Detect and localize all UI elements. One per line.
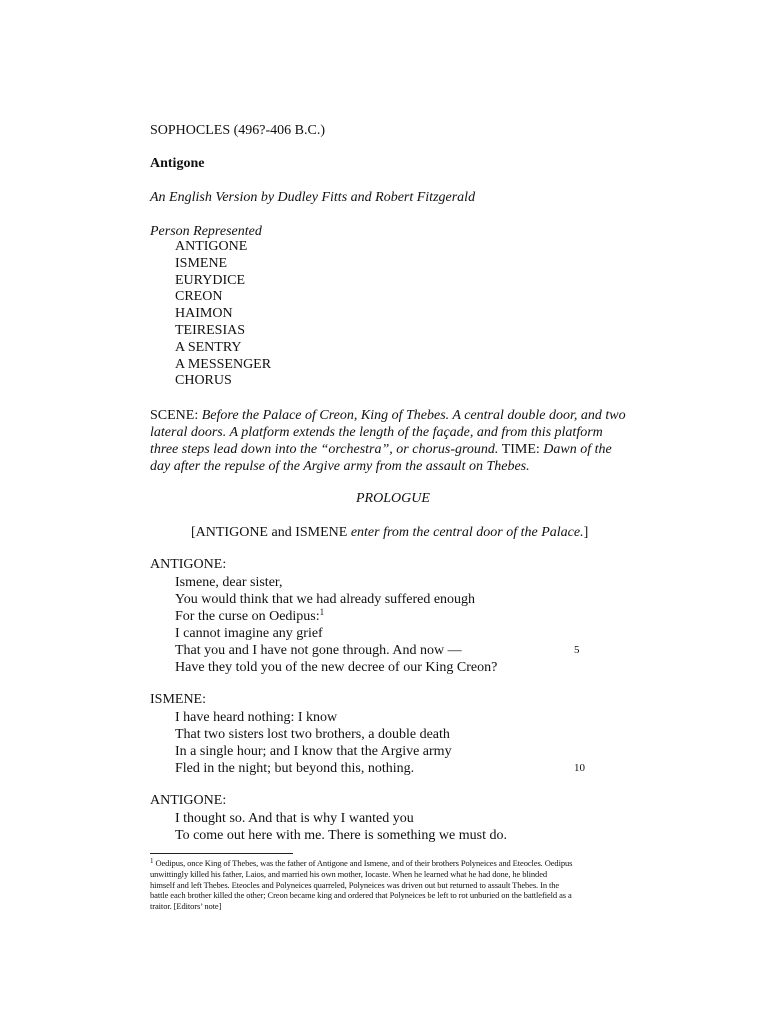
cast-member: A SENTRY <box>175 339 242 355</box>
verse-line: I cannot imagine any grief <box>175 626 323 641</box>
cast-heading: Person Represented <box>150 224 262 239</box>
line-number: 5 <box>574 644 580 656</box>
play-title: Antigone <box>150 156 205 171</box>
verse-line: To come out here with me. There is something we must do. <box>175 828 507 843</box>
cast-member: TEIRESIAS <box>175 322 245 338</box>
scene-label: SCENE: <box>150 408 199 423</box>
cast-member: ISMENE <box>175 255 228 271</box>
verse-line: That two sisters lost two brothers, a double death <box>175 727 450 742</box>
footnote-line: battle each brother killed the other; Creon became king and ordered that Polyneices be left to rot unburied on the battlefield as a <box>150 890 572 901</box>
verse-line: Ismene, dear sister, <box>175 575 283 590</box>
footnote-line: traitor. [Editors’ note] <box>150 901 222 912</box>
verse-line: Fled in the night; but beyond this, nothing. <box>175 761 415 776</box>
verse-line: I thought so. And that is why I wanted you <box>175 811 414 826</box>
scene-description <box>150 407 635 475</box>
scene-line-4: day after the repulse of the Argive army from the assault on Thebes. <box>150 459 530 474</box>
scene-line-2: lateral doors. A platform extends the length of the façade, and from this platform <box>150 425 603 440</box>
cast-member: CREON <box>175 289 223 305</box>
speech-lines <box>175 574 497 676</box>
cast-member: HAIMON <box>175 306 233 322</box>
speech-lines <box>175 810 507 844</box>
footnote-line: unwittingly killed his father, Laios, and married his own mother, Iocaste. When he learned what he had done, he blinded <box>150 868 548 879</box>
verse-line: I have heard nothing: I know <box>175 710 338 725</box>
footnote-line: himself and left Thebes. Eteocles and Polyneices quarreled, Polyneices was driven out but returned to assault Thebes. In the <box>150 879 560 890</box>
verse-line: You would think that we had already suffered enough <box>175 592 476 607</box>
scene-line-1: SCENE: Before the Palace of Creon, King of Thebes. A central double door, and two <box>150 408 626 423</box>
verse-line: Have they told you of the new decree of our King Creon? <box>175 660 498 675</box>
verse-line: For the curse on Oedipus:$^1$ <box>175 607 325 624</box>
cast-member: A MESSENGER <box>175 356 272 372</box>
cast-member: CHORUS <box>175 373 232 389</box>
translation-credit: An English Version by Dudley Fitts and Robert Fitzgerald <box>150 190 476 205</box>
cast-member: ANTIGONE <box>175 239 248 254</box>
verse-line: In a single hour; and I know that the Argive army <box>175 744 452 759</box>
footnote-separator <box>150 853 293 854</box>
speaker-name: ISMENE: <box>150 692 206 707</box>
line-number: 10 <box>574 762 585 774</box>
footnote-mark: 1 <box>150 857 154 865</box>
footnote-reference: 1 <box>319 607 325 617</box>
verse-line: That you and I have not gone through. And now — <box>175 643 462 658</box>
time-label: TIME: <box>501 442 540 457</box>
prologue-heading: PROLOGUE <box>356 491 430 506</box>
stage-direction: [ANTIGONE and ISMENE enter from the central door of the Palace.] <box>191 525 589 540</box>
speaker-name: ANTIGONE: <box>150 557 227 572</box>
cast-member: EURYDICE <box>175 272 245 288</box>
scene-line-3: three steps lead down into the “orchestra”, or chorus-ground. TIME: Dawn of the <box>150 442 612 457</box>
footnote-line: $^1$ Oedipus, once King of Thebes, was the father of Antigone and Ismene, and of their brothers Polyneices and Eteocles. Oedipus <box>150 857 573 868</box>
cast-list <box>175 239 271 390</box>
speaker-name: ANTIGONE: <box>150 793 227 808</box>
speech-lines <box>175 709 452 777</box>
author-line: SOPHOCLES (496?-406 B.C.) <box>150 123 326 138</box>
footnote <box>150 858 635 912</box>
